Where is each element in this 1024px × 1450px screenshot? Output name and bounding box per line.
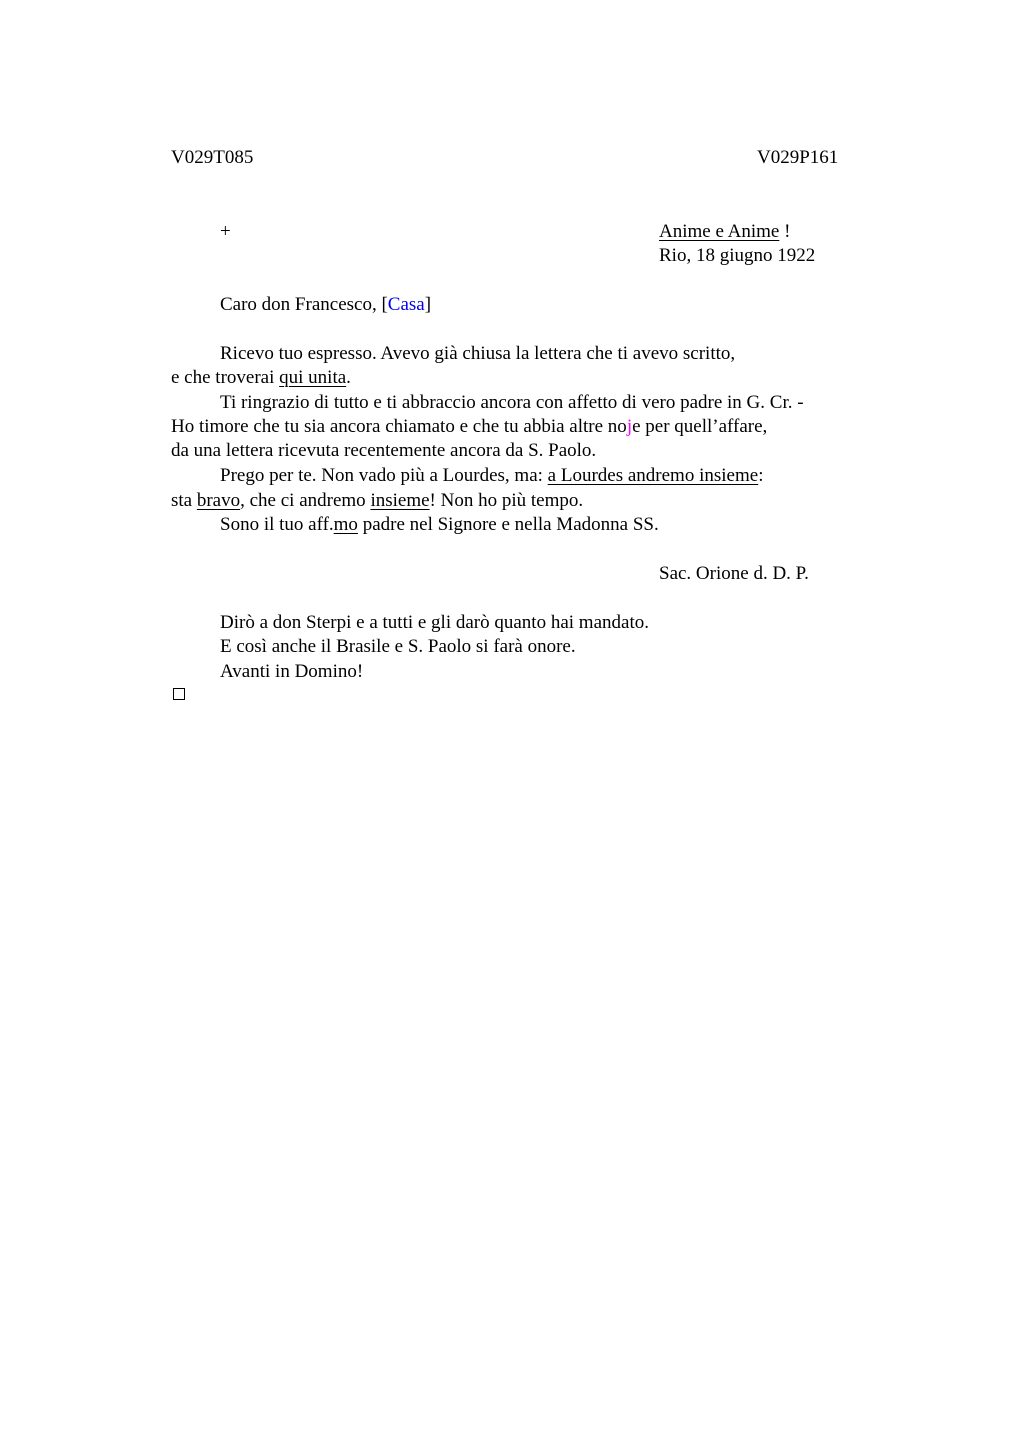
body-line [171,415,767,439]
body-line [220,464,763,488]
motto [659,220,790,244]
place-date: Rio, 18 giugno 1922 [659,245,816,266]
body-line [171,366,351,390]
salutation-close: ] [424,294,432,315]
signature: Sac. Orione d. D. P. [659,563,809,584]
text-span: : [758,465,764,486]
text-span: e per quell’affare, [632,416,768,437]
text-span: , che ci andremo [240,490,371,511]
document-code-right: V029P161 [757,147,839,168]
text-span: Ho timore che tu sia ancora chiamato e che tu abbia altre no [171,416,627,437]
text-span: ! Non ho più tempo. [429,490,584,511]
cross-mark: + [220,221,231,242]
casa-link[interactable]: Casa [387,294,425,315]
highlighted-letter: j [626,416,633,437]
underlined-text: bravo [196,490,241,511]
postscript-line: E così anche il Brasile e S. Paolo si farà onore. [220,636,576,657]
body-line: Ti ringrazio di tutto e ti abbraccio ancora con affetto di vero padre in G. Cr. - [220,392,804,413]
checkbox-icon[interactable] [173,688,185,700]
underlined-text: a Lourdes andremo insieme [547,465,759,486]
text-span: Sono il tuo aff. [220,514,334,535]
underlined-text: qui unita [279,367,347,388]
postscript-line: Avanti in Domino! [220,661,364,682]
body-line: Ricevo tuo espresso. Avevo già chiusa la lettera che ti avevo scritto, [220,343,736,364]
salutation [220,293,431,317]
motto-suffix: ! [779,221,791,242]
body-line: da una lettera ricevuta recentemente ancora da S. Paolo. [171,440,597,461]
text-span: sta [171,490,197,511]
text-span: e che troverai [171,367,280,388]
document-code-left: V029T085 [171,147,254,168]
underlined-text: insieme [370,490,430,511]
body-line [220,513,659,537]
text-span: . [346,367,351,388]
text-span: Prego per te. Non vado più a Lourdes, ma: [220,465,548,486]
underlined-text: mo [333,514,358,535]
motto-text: Anime e Anime [659,221,780,242]
salutation-text: Caro don Francesco, [ [220,294,388,315]
text-span: padre nel Signore e nella Madonna SS. [357,514,659,535]
body-line [171,489,583,513]
postscript-line: Dirò a don Sterpi e a tutti e gli darò quanto hai mandato. [220,612,649,633]
